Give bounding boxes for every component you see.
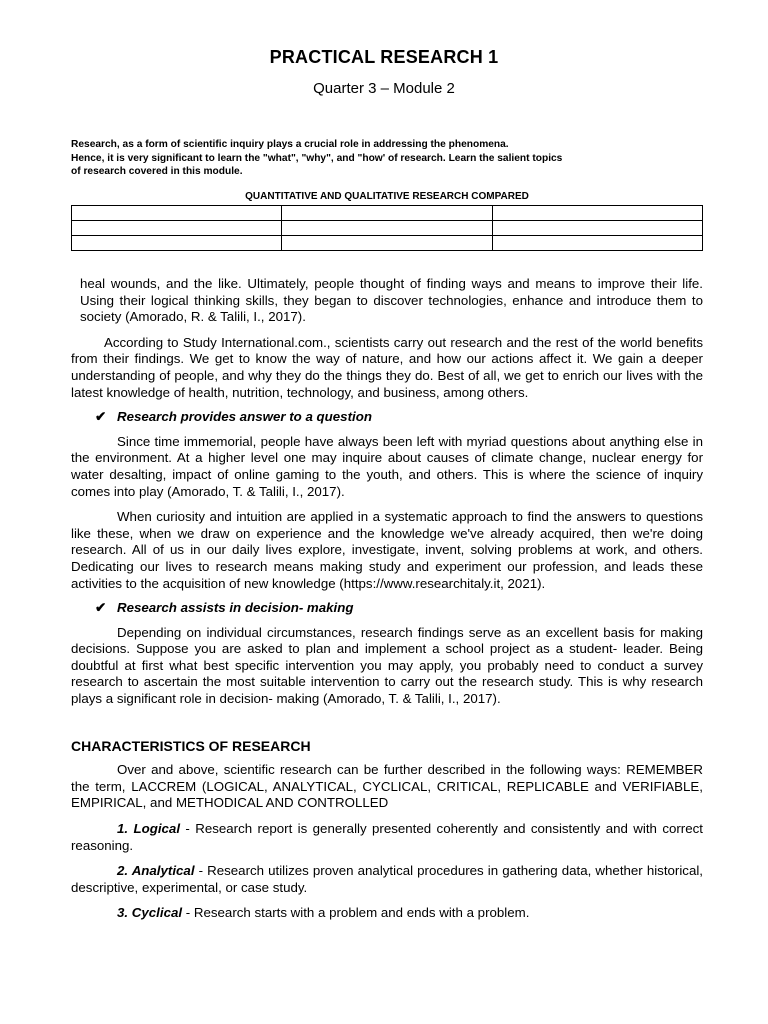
intro-line: Hence, it is very significant to learn the "what", "why", and "how' of research. Learn the salient topics <box>71 152 563 164</box>
item-text: - Research report is generally presented coherently and consistently and with correct reasoning. <box>71 821 703 853</box>
table-cell <box>72 236 282 251</box>
bullet-label: Research assists in decision- making <box>117 600 354 616</box>
intro-line: of research covered in this module. <box>71 166 243 177</box>
table-cell <box>282 206 492 221</box>
table-cell <box>492 236 702 251</box>
list-item <box>71 863 703 896</box>
page-subtitle: Quarter 3 – Module 2 <box>313 80 455 97</box>
body-text <box>71 276 703 922</box>
table-row <box>72 221 703 236</box>
table-cell <box>492 206 702 221</box>
item-text: - Research utilizes proven analytical procedures in gathering data, whether historical, descriptive, experimental, or case study. <box>71 863 703 895</box>
table-cell <box>72 206 282 221</box>
table-title: QUANTITATIVE AND QUALITATIVE RESEARCH COMPARED <box>245 191 529 202</box>
check-mark-icon: ✔ <box>95 600 107 616</box>
paragraph: Depending on individual circumstances, research findings serve as an excellent basis for making decisions. Suppose you are asked to plan and implement a school project as a student- leader. Being doubtful at first what best specific intervention you may apply, you probably need to conduct a survey research to ascertain the most suitable intervention to carry out the research study. This is why research plays a significant role in decision- making (Amorado, T. & Talili, I., 2017). <box>71 624 703 707</box>
section-heading: CHARACTERISTICS OF RESEARCH <box>71 737 311 754</box>
intro-line: Research, as a form of scientific inquiry plays a crucial role in addressing the phenomena. <box>71 139 509 150</box>
paragraph: heal wounds, and the like. Ultimately, people thought of finding ways and means to improve their life. Using their logical thinking skills, they began to discover technologies, enhance and introduce them to society (Amorado, R. & Talili, I., 2017). <box>80 276 703 325</box>
list-item <box>71 821 703 854</box>
paragraph: Over and above, scientific research can be further described in the following ways: REMEMBER the term, LACCREM (LOGICAL, ANALYTICAL, CYCLICAL, CRITICAL, REPLICABLE and VERIFIABLE, EMPIRICAL, and METHODICAL AND CONTROLLED <box>71 762 703 811</box>
table-cell <box>492 221 702 236</box>
paragraph: When curiosity and intuition are applied in a systematic approach to find the answers to questions like these, when we draw on experience and the knowledge we've already acquired, then we're doing research. All of us in our daily lives explore, investigate, invent, solving problems at work, and others. Dedicating our lives to research means making study and experiment our profession, and leads these activities to the acquisition of new knowledge (https://www.researchitaly.it, 2021). <box>71 509 703 591</box>
list-item <box>71 905 703 922</box>
bullet-item <box>95 409 703 426</box>
paragraph: Since time immemorial, people have always been left with myriad questions about anything else in the environment. At a higher level one may inquire about causes of climate change, nuclear energy for water desalting, impact of online gaming to the youth, and others. This is where the science of inquiry comes into play (Amorado, T. & Talili, I., 2017). <box>71 433 703 499</box>
table-cell <box>282 221 492 236</box>
bullet-label: Research provides answer to a question <box>117 409 372 425</box>
item-label: 3. Cyclical <box>117 905 183 921</box>
intro-text <box>71 138 705 179</box>
table-cell <box>72 221 282 236</box>
check-mark-icon: ✔ <box>95 409 107 425</box>
paragraph: According to Study International.com., scientists carry out research and the rest of the world benefits from their findings. We get to know the way of nature, and how our actions affect it. We gain a deeper understanding of people, and why they do the things they do. Best of all, we get to enrich our lives with the latest knowledge of health, nutrition, technology, and business, among others. <box>71 334 703 400</box>
table-cell <box>282 236 492 251</box>
table-row <box>72 236 703 251</box>
page-title: PRACTICAL RESEARCH 1 <box>269 47 499 67</box>
item-label: 2. Analytical <box>117 863 195 879</box>
item-text: - Research starts with a problem and ends with a problem. <box>182 905 530 921</box>
bullet-item <box>95 600 703 617</box>
table-row <box>72 206 703 221</box>
item-label: 1. Logical <box>117 821 181 837</box>
comparison-table <box>71 205 703 251</box>
